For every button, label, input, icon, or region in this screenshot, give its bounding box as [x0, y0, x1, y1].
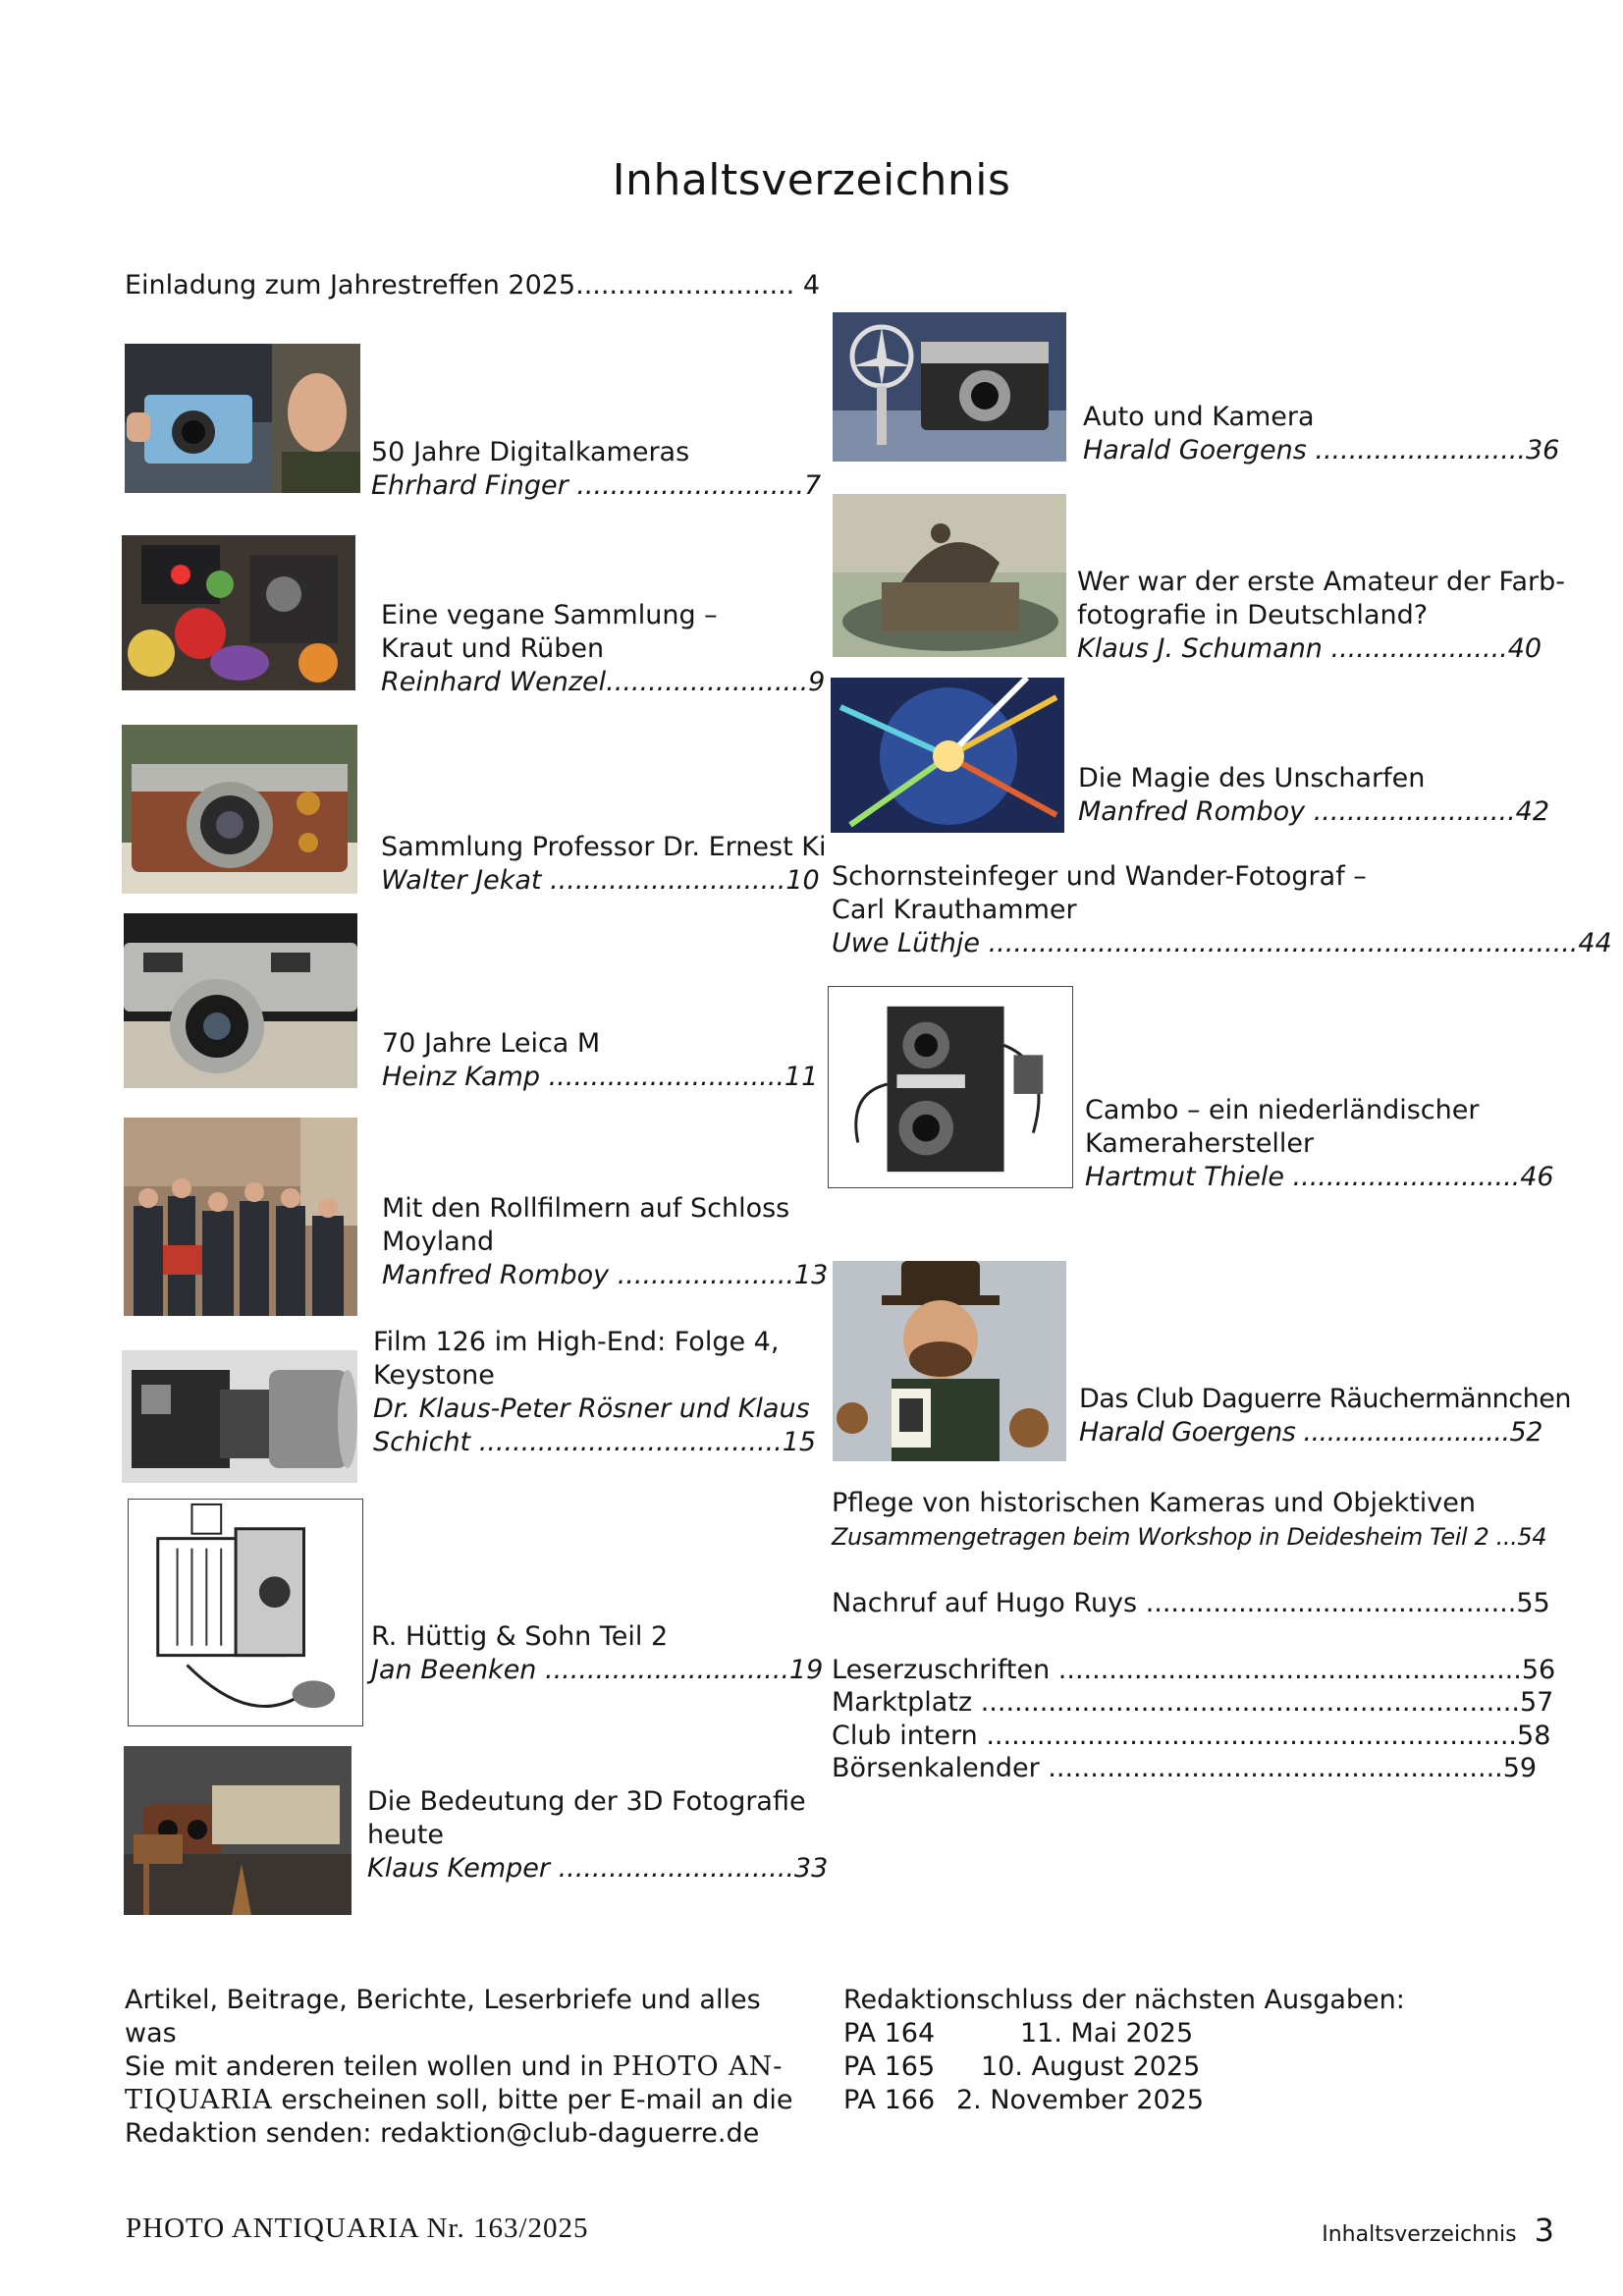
entry-author: Ehrhard Finger ...........................7	[371, 470, 822, 501]
entry-title-line2: Kraut und Rüben	[381, 633, 605, 664]
entry-title-line2: Carl Krauthammer	[832, 895, 1077, 925]
note-line: Sie mit anderen teilen wollen und in	[125, 2051, 613, 2082]
page-number: 3	[1534, 2212, 1554, 2249]
entry-author: Reinhard Wenzel........................9	[381, 667, 826, 697]
entry-title: 50 Jahre Digitalkameras	[371, 437, 690, 467]
deadlines-block	[843, 1984, 1405, 2117]
fountain-statue-photo	[833, 494, 1066, 657]
toc-entry-leica-m[interactable]	[382, 1027, 818, 1094]
entry-title: Die Magie des Unscharfen	[1078, 763, 1426, 793]
entry-author-line1: Dr. Klaus-Peter Rösner und Klaus	[373, 1394, 810, 1424]
entry-author: Walter Jekat ............................10	[381, 865, 820, 896]
entry-author: Hartmut Thiele ...........................46	[1085, 1162, 1554, 1192]
stereo-viewer-photo	[124, 1746, 352, 1915]
entry-author-line2: Schicht ....................................15	[373, 1427, 817, 1457]
entry-author: Harald Goergens ..........................52	[1079, 1417, 1542, 1448]
entry-title-line2: Kamerahersteller	[1085, 1128, 1315, 1159]
toc-entry-boersenkalender[interactable]: Börsenkalender ......................................................59	[832, 1753, 1538, 1783]
entry-title-line1: Film 126 im High-End: Folge 4,	[373, 1327, 780, 1357]
toc-entry-marktplatz[interactable]: Marktplatz ................................................................57	[832, 1687, 1554, 1718]
deadline-date: 10. August 2025	[981, 2051, 1201, 2082]
note-line: Artikel, Beitrage, Berichte, Leserbriefe und alles was	[125, 1985, 761, 2049]
deadline-issue: PA 165	[843, 2051, 936, 2082]
toc-entry-vegane-sammlung[interactable]	[381, 599, 825, 699]
leica-m-camera-photo	[124, 913, 357, 1088]
note-email-line: Redaktion senden: redaktion@club-daguerre.de	[125, 2118, 760, 2149]
entry-title-line2: fotografie in Deutschland?	[1077, 600, 1429, 630]
note-line: erscheinen soll, bitte per E-mail an die	[272, 2085, 793, 2115]
footer-publication: PHOTO ANTIQUARIA Nr. 163/2025	[126, 2213, 589, 2244]
entry-title: Auto und Kamera	[1083, 402, 1315, 432]
deadline-issue: PA 164	[843, 2018, 936, 2049]
deadline-row	[843, 2050, 1405, 2084]
entry-author: Zusammengetragen beim Workshop in Deidesheim Teil 2 ...54	[832, 1523, 1547, 1551]
rangefinder-camera-photo	[122, 725, 357, 894]
entry-title-line1: Cambo – ein niederländischer	[1085, 1095, 1480, 1125]
digital-camera-photo	[125, 344, 360, 493]
magazine-name: TIQUARIA	[125, 2085, 273, 2115]
entry-author: Manfred Romboy .....................13	[382, 1260, 829, 1290]
entry-author: Jan Beenken .............................19	[371, 1655, 824, 1685]
entry-author: Heinz Kamp ............................11	[382, 1062, 819, 1092]
toc-entry-3d-fotografie[interactable]	[367, 1785, 828, 1886]
toc-entry-nachruf[interactable]: Nachruf auf Hugo Ruys ............................................55	[832, 1588, 1550, 1618]
toc-entry-auto-und-kamera[interactable]	[1083, 401, 1559, 467]
entry-author: Manfred Romboy ........................42	[1078, 796, 1550, 827]
footer-page-info	[1322, 2212, 1554, 2249]
deadline-date: 2. November 2025	[956, 2085, 1205, 2115]
entry-title-line1: Die Bedeutung der 3D Fotografie	[367, 1786, 806, 1817]
entry-author: Klaus J. Schumann .....................40	[1077, 633, 1542, 664]
cambo-twin-lens-camera-photo	[828, 986, 1073, 1188]
toc-entry-rollfilmern[interactable]	[382, 1192, 828, 1292]
entry-title-line2: Keystone	[373, 1360, 495, 1391]
huettig-bellows-camera-engraving	[128, 1499, 363, 1726]
toc-entry-magie-des-unscharfen[interactable]	[1078, 762, 1549, 829]
entry-title: Das Club Daguerre Räuchermännchen	[1079, 1384, 1571, 1414]
toc-entry-pflege[interactable]	[832, 1487, 1546, 1554]
entry-title-line1: Mit den Rollfilmern auf Schloss	[382, 1193, 790, 1224]
entry-title: Pflege von historischen Kameras und Objektiven	[832, 1488, 1477, 1518]
page-title: Inhaltsverzeichnis	[612, 155, 1011, 205]
deadline-issue: PA 166	[843, 2085, 936, 2115]
entry-title: R. Hüttig & Sohn Teil 2	[371, 1621, 669, 1652]
toc-entry-erster-amateur[interactable]	[1077, 566, 1565, 666]
deadline-row	[843, 2084, 1405, 2117]
mercedes-star-camera-photo	[833, 312, 1066, 462]
footer-section: Inhaltsverzeichnis	[1322, 2222, 1517, 2247]
blurred-carousel-photo	[831, 678, 1064, 833]
entry-title-line1: Wer war der erste Amateur der Farb-	[1077, 567, 1566, 597]
toc-entry-digitalkameras[interactable]	[371, 436, 821, 503]
submission-note	[125, 1984, 802, 2151]
entry-title: Sammlung Professor Dr. Ernest Ki	[381, 832, 827, 862]
entry-title-line2: heute	[367, 1820, 445, 1850]
toc-entry-huettig[interactable]	[371, 1620, 823, 1687]
deadlines-heading: Redaktionschluss der nächsten Ausgaben:	[843, 1985, 1405, 2015]
keystone-camera-photo	[122, 1350, 357, 1483]
deadline-row	[843, 2017, 1405, 2050]
vegetable-camera-collection-photo	[122, 535, 355, 690]
entry-author: Harald Goergens .........................36	[1083, 435, 1560, 465]
toc-entry-raeuchermaennchen[interactable]	[1079, 1383, 1571, 1449]
toc-entry-leserzuschriften[interactable]: Leserzuschriften .......................................................56	[832, 1655, 1556, 1685]
toc-entry-cambo[interactable]	[1085, 1094, 1554, 1194]
toc-entry-schornsteinfeger[interactable]	[832, 860, 1612, 960]
toc-entry-club-intern[interactable]: Club intern ...............................................................58	[832, 1721, 1551, 1751]
deadline-date: 11. Mai 2025	[1020, 2018, 1194, 2049]
toc-entry-sammlung-professor[interactable]	[381, 831, 826, 898]
toc-entry-film-126[interactable]	[373, 1326, 816, 1459]
entry-author: Klaus Kemper ............................33	[367, 1853, 829, 1884]
entry-title-line1: Schornsteinfeger und Wander-Fotograf –	[832, 861, 1367, 892]
entry-title: 70 Jahre Leica M	[382, 1028, 601, 1059]
toc-intro-line[interactable]: Einladung zum Jahrestreffen 2025.......................... 4	[125, 270, 821, 301]
magazine-name: PHOTO AN-	[612, 2051, 784, 2082]
entry-title-line1: Eine vegane Sammlung –	[381, 600, 718, 630]
entry-author: Uwe Lüthje ......................................................................44	[832, 928, 1612, 958]
entry-title-line2: Moyland	[382, 1227, 495, 1257]
group-photo-schloss-moyland	[124, 1118, 357, 1316]
smoking-man-figure-photo	[833, 1261, 1066, 1461]
